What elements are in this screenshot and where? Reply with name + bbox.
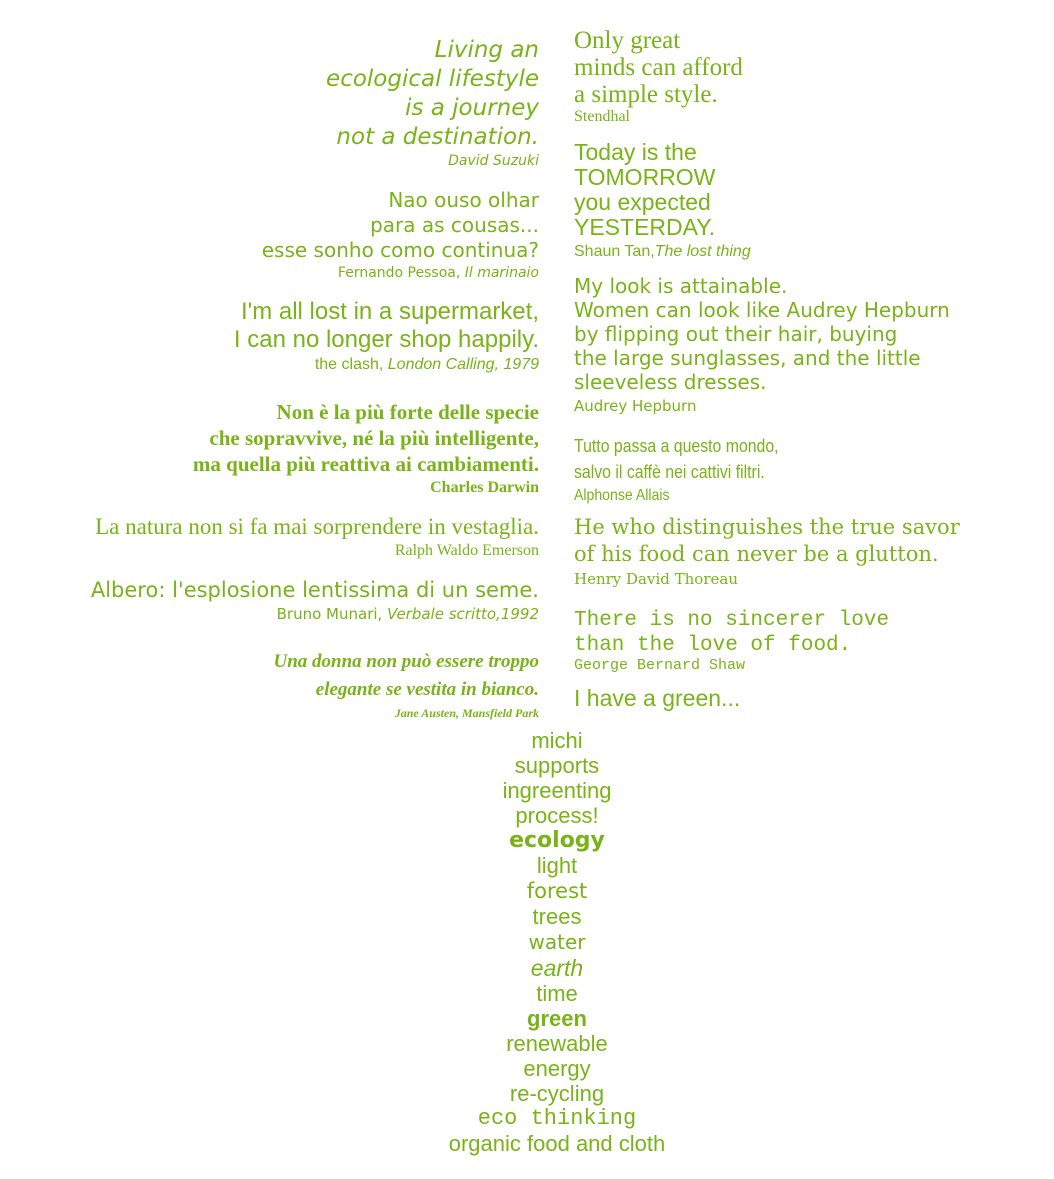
quote-line: He who distinguishes the true savor: [574, 515, 960, 539]
stem-word: supports: [514, 753, 600, 778]
quote-austen: [273, 648, 539, 722]
quote-line: Living an: [434, 37, 539, 63]
quote-line: Women can look like Audrey Hepburn: [574, 298, 950, 322]
stem-word: organic food and cloth: [448, 1131, 666, 1156]
stem-word: renewable: [506, 1031, 608, 1056]
quote-line: I can no longer shop happily.: [233, 326, 539, 353]
quote-pessoa: [262, 188, 539, 283]
quote-line: than the love of food.: [574, 634, 852, 657]
quote-line: Today is the: [574, 139, 697, 165]
stem-word: michi: [531, 728, 583, 753]
quote-source: Il marinaio: [464, 265, 539, 281]
quote-clash: [234, 298, 539, 376]
quote-line: not a destination.: [336, 124, 539, 150]
quote-author-line: [91, 604, 539, 624]
quote-line: sleeveless dresses.: [574, 370, 767, 394]
quote-author: Jane Austen, Mansfield Park: [394, 706, 539, 720]
quote-allais: [574, 433, 779, 507]
quote-author: David Suzuki: [448, 153, 539, 169]
quote-line: by flipping out their hair, buying: [574, 322, 898, 346]
quote-source: Verbale scritto,1992: [387, 605, 539, 623]
quote-line: the large sunglasses, and the little: [574, 346, 921, 370]
quote-author: Stendhal: [574, 108, 630, 125]
quote-author: Charles Darwin: [430, 479, 539, 496]
quote-author: Bruno Munari,: [276, 605, 388, 623]
quote-munari: [91, 577, 539, 624]
quote-suzuki: [326, 36, 539, 170]
quote-line: TOMORROW: [574, 164, 716, 190]
stem-word-list: [0, 728, 1054, 1156]
quote-line: Only great: [574, 27, 681, 54]
quote-author: Shaun Tan,: [574, 243, 655, 260]
stem-word: trees: [532, 904, 582, 929]
quote-line: minds can afford: [574, 54, 743, 81]
quote-line: Albero: l'esplosione lentissima di un seme.: [90, 578, 539, 602]
stem-word: ecology: [509, 828, 605, 853]
quote-source: The lost thing: [654, 243, 751, 260]
quote-author-line: [234, 354, 539, 376]
quote-line: YESTERDAY.: [574, 214, 716, 240]
quote-line: che sopravvive, né la più intelligente,: [209, 426, 539, 450]
quote-line: esse sonho como continua?: [261, 238, 539, 262]
stem-word: water: [528, 930, 586, 954]
stem-word: eco thinking: [477, 1106, 637, 1131]
quote-shaw: [574, 608, 889, 674]
quote-line: My look is attainable.: [574, 274, 788, 298]
stem-word: forest: [526, 879, 588, 903]
quote-line: elegante se vestita in bianco.: [315, 679, 539, 700]
quote-stendhal: [574, 27, 743, 126]
quote-line: is a journey: [405, 95, 539, 121]
quote-source: London Calling, 1979: [387, 356, 539, 373]
quote-author: the clash,: [314, 356, 388, 373]
quote-emerson: [95, 513, 539, 561]
quote-line: I'm all lost in a supermarket,: [240, 298, 539, 325]
quote-line: I have a green...: [574, 685, 741, 711]
quote-line: Tutto passa a questo mondo,: [574, 436, 779, 456]
quote-line: ma quella più reattiva ai cambiamenti.: [192, 452, 539, 476]
quote-line: Una donna non può essere troppo: [273, 651, 539, 672]
quote-line: Non è la più forte delle specie: [276, 400, 539, 424]
quote-line: La natura non si fa mai sorprendere in vestaglia.: [95, 514, 539, 539]
quote-thoreau: [574, 514, 960, 590]
stem-word: re-cycling: [509, 1081, 605, 1106]
quote-line: Nao ouso olhar: [388, 188, 539, 212]
stem-word: light: [536, 853, 578, 878]
quote-hepburn: [574, 274, 950, 418]
quote-line: of his food can never be a glutton.: [574, 542, 939, 566]
stem-word: ingreenting: [502, 778, 612, 803]
quote-author: Ralph Waldo Emerson: [394, 542, 539, 559]
stem-word: green: [527, 1006, 587, 1031]
quote-line: you expected: [574, 189, 711, 215]
stem-word: earth: [530, 955, 584, 981]
quote-tan: [574, 140, 751, 264]
stem-word: energy: [523, 1056, 591, 1081]
quote-line: a simple style.: [574, 81, 718, 108]
quote-author-line: [262, 263, 539, 283]
stem-word: time: [536, 981, 578, 1006]
quote-author: George Bernard Shaw: [574, 657, 746, 674]
quote-author: Henry David Thoreau: [574, 570, 738, 588]
stem-word: process!: [515, 803, 599, 828]
quote-line: There is no sincerer love: [574, 609, 890, 632]
quote-darwin: [193, 399, 539, 499]
quote-line: para as cousas...: [370, 213, 539, 237]
quote-author: Audrey Hepburn: [574, 397, 697, 415]
quote-green: [574, 684, 740, 712]
quote-line: salvo il caffè nei cattivi filtri.: [574, 462, 765, 482]
quote-line: ecological lifestyle: [326, 66, 539, 92]
quote-author: Fernando Pessoa,: [337, 265, 465, 281]
quote-author-line: [574, 240, 751, 264]
quote-author: Alphonse Allais: [574, 487, 670, 504]
